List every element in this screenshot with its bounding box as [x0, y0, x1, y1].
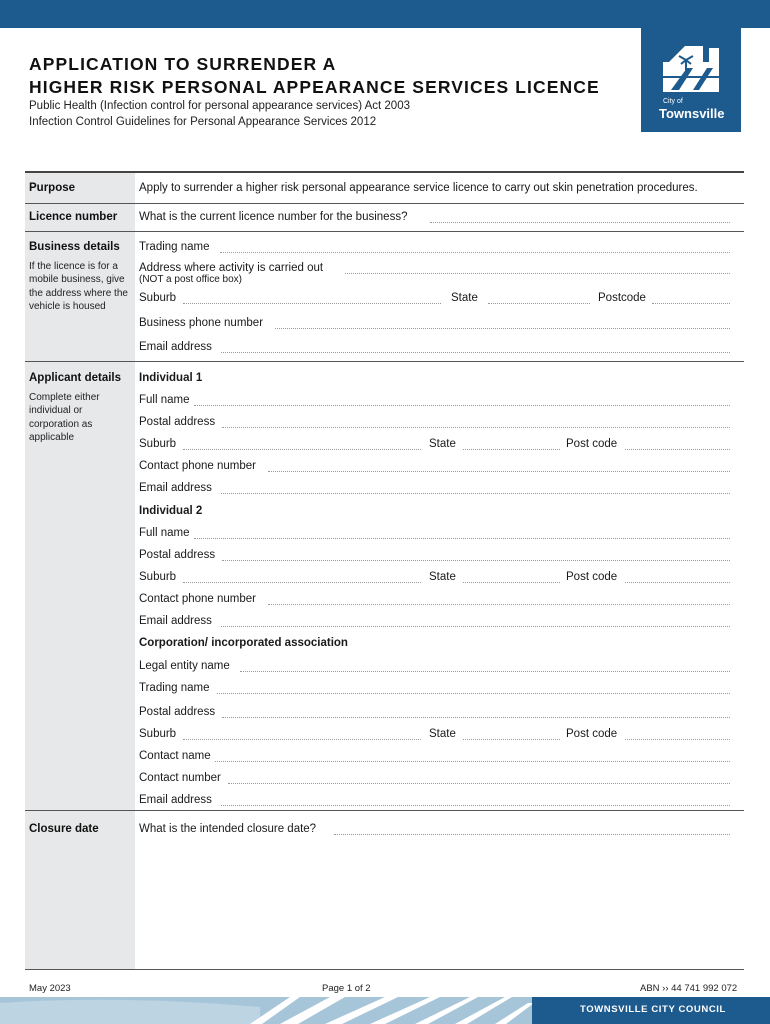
- ind1-email-field[interactable]: [221, 493, 730, 494]
- ind1-postal-label: Postal address: [139, 416, 216, 428]
- top-banner: [0, 0, 770, 28]
- business-phone-label: Business phone number: [139, 317, 264, 329]
- state-field[interactable]: [488, 303, 590, 304]
- divider: [25, 171, 744, 173]
- corp-contact-number-label: Contact number: [139, 772, 221, 784]
- corporation-heading: Corporation/ incorporated association: [139, 637, 348, 649]
- divider: [25, 361, 744, 362]
- divider: [25, 231, 744, 232]
- ind1-phone-field[interactable]: [268, 471, 730, 472]
- corp-email-label: Email address: [139, 794, 212, 806]
- corp-email-field[interactable]: [221, 805, 730, 806]
- subtitle-guidelines: Infection Control Guidelines for Personal Appearance Services 2012: [29, 116, 377, 128]
- corp-suburb-field[interactable]: [183, 739, 421, 740]
- ind1-email-label: Email address: [139, 482, 212, 494]
- corp-postcode-label: Post code: [566, 728, 618, 740]
- ind2-email-field[interactable]: [221, 626, 730, 627]
- subtitle-act: Public Health (Infection control for personal appearance services) Act 2003: [29, 100, 410, 112]
- corp-contact-number-field[interactable]: [228, 783, 730, 784]
- postcode-label: Postcode: [598, 292, 646, 304]
- closure-date-label: Closure date: [29, 823, 99, 835]
- footer-page-number: Page 1 of 2: [322, 983, 371, 994]
- title-line-2: HIGHER RISK PERSONAL APPEARANCE SERVICES LICENCE: [29, 77, 600, 97]
- ind2-postal-field[interactable]: [222, 560, 730, 561]
- corp-trading-name-label: Trading name: [139, 682, 210, 694]
- ind1-state-field[interactable]: [463, 449, 560, 450]
- postcode-field[interactable]: [652, 303, 730, 304]
- ind2-postal-label: Postal address: [139, 549, 216, 561]
- ind1-suburb-field[interactable]: [183, 449, 421, 450]
- suburb-field[interactable]: [183, 303, 441, 304]
- closure-date-question: What is the intended closure date?: [139, 823, 317, 835]
- footer-date: May 2023: [29, 983, 71, 994]
- individual-1-heading: Individual 1: [139, 372, 203, 384]
- ind1-full-name-label: Full name: [139, 394, 190, 406]
- corp-state-label: State: [429, 728, 456, 740]
- corp-contact-name-label: Contact name: [139, 750, 211, 762]
- ind2-suburb-label: Suburb: [139, 571, 177, 583]
- corp-postal-label: Postal address: [139, 706, 216, 718]
- state-label: State: [451, 292, 478, 304]
- business-email-field[interactable]: [221, 352, 730, 353]
- logo-city-text: City of: [663, 98, 683, 105]
- corp-postcode-field[interactable]: [625, 739, 730, 740]
- individual-2-heading: Individual 2: [139, 505, 203, 517]
- trading-name-field[interactable]: [220, 252, 730, 253]
- divider: [25, 203, 744, 204]
- wave-pattern-icon: [0, 997, 540, 1024]
- trading-name-label: Trading name: [139, 241, 210, 253]
- purpose-label: Purpose: [29, 182, 76, 194]
- page-title: [29, 53, 600, 99]
- ind2-state-label: State: [429, 571, 456, 583]
- activity-address-label: Address where activity is carried out: [139, 262, 324, 274]
- ind1-postcode-field[interactable]: [625, 449, 730, 450]
- ind2-phone-label: Contact phone number: [139, 593, 256, 605]
- townsville-logo-icon: [659, 42, 723, 94]
- purpose-text: Apply to surrender a higher risk personal appearance service licence to carry out skin penetration procedures.: [139, 182, 698, 194]
- ind2-email-label: Email address: [139, 615, 212, 627]
- business-details-label: Business details: [29, 241, 120, 253]
- licence-number-label: Licence number: [29, 211, 118, 223]
- ind2-full-name-field[interactable]: [194, 538, 730, 539]
- activity-address-note: (NOT a post office box): [139, 274, 243, 285]
- corp-trading-name-field[interactable]: [217, 693, 730, 694]
- ind1-full-name-field[interactable]: [194, 405, 730, 406]
- applicant-details-label: Applicant details: [29, 372, 122, 384]
- ind2-state-field[interactable]: [463, 582, 560, 583]
- divider: [25, 810, 744, 811]
- logo-town-text: Townsville: [659, 106, 725, 121]
- title-line-1: APPLICATION TO SURRENDER A: [29, 54, 337, 74]
- ind1-state-label: State: [429, 438, 456, 450]
- corp-suburb-label: Suburb: [139, 728, 177, 740]
- townsville-logo: [641, 28, 741, 132]
- business-email-label: Email address: [139, 341, 212, 353]
- ind2-postcode-label: Post code: [566, 571, 618, 583]
- corp-state-field[interactable]: [463, 739, 560, 740]
- ind1-suburb-label: Suburb: [139, 438, 177, 450]
- corp-contact-name-field[interactable]: [215, 761, 730, 762]
- divider: [25, 969, 744, 970]
- applicant-details-note: Complete either individual or corporation as applicable: [29, 392, 100, 443]
- ind2-phone-field[interactable]: [268, 604, 730, 605]
- business-details-note: If the licence is for a mobile business, give the address where the vehicle is housed: [29, 261, 128, 312]
- corp-legal-entity-field[interactable]: [240, 671, 730, 672]
- activity-address-field[interactable]: [345, 273, 730, 274]
- ind2-full-name-label: Full name: [139, 527, 190, 539]
- council-name: TOWNSVILLE CITY COUNCIL: [580, 1004, 726, 1015]
- corp-postal-field[interactable]: [222, 717, 730, 718]
- ind2-suburb-field[interactable]: [183, 582, 421, 583]
- footer-abn: ABN ›› 44 741 992 072: [640, 983, 738, 994]
- closure-date-field[interactable]: [334, 834, 730, 835]
- ind1-phone-label: Contact phone number: [139, 460, 256, 472]
- licence-number-field[interactable]: [430, 222, 730, 223]
- corp-legal-entity-label: Legal entity name: [139, 660, 230, 672]
- business-phone-field[interactable]: [275, 328, 730, 329]
- ind2-postcode-field[interactable]: [625, 582, 730, 583]
- bottom-banner: [0, 997, 770, 1024]
- licence-number-question: What is the current licence number for the business?: [139, 211, 408, 223]
- suburb-label: Suburb: [139, 292, 177, 304]
- ind1-postcode-label: Post code: [566, 438, 618, 450]
- ind1-postal-field[interactable]: [222, 427, 730, 428]
